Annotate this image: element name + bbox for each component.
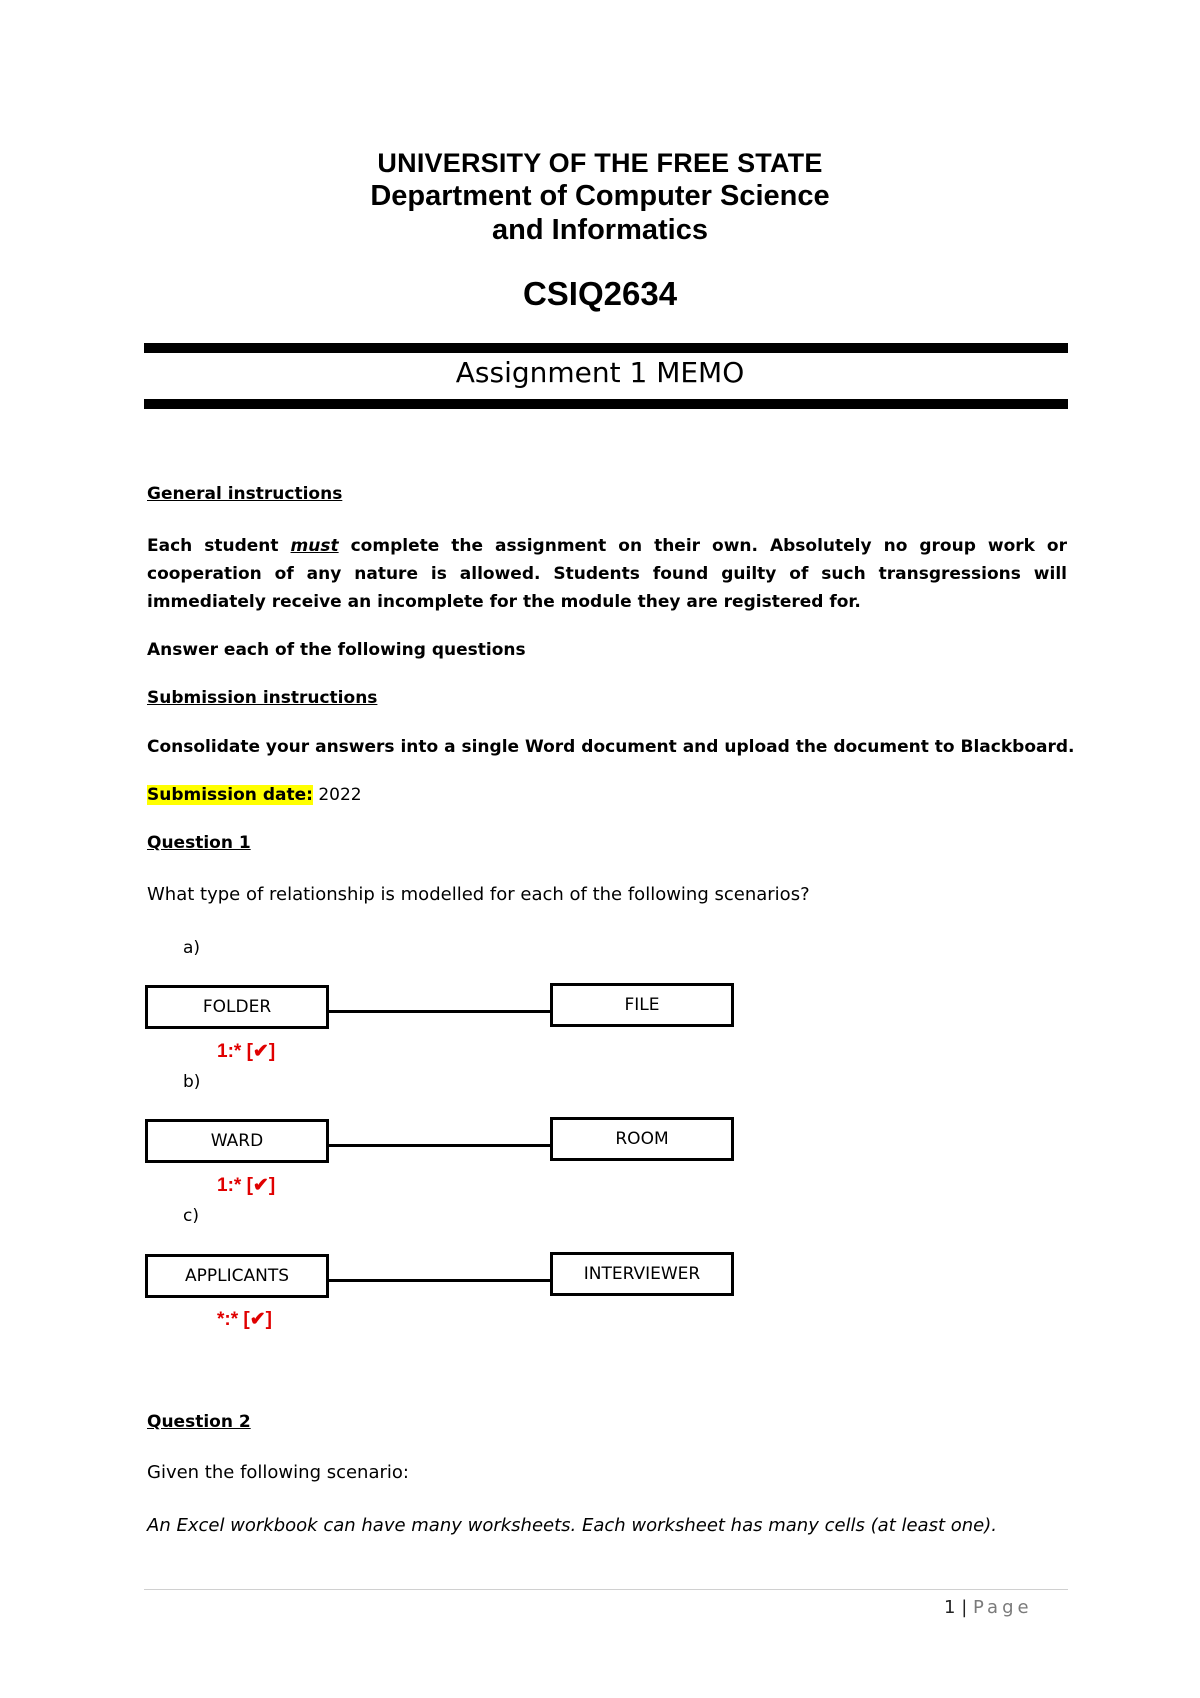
general-instructions-paragraph: Each student must complete the assignment on their own. Absolutely no group work or cooperation of any nature is allowed. Students found guilty of such transgressions will immediately receive an incomplete for the module they are registered for.	[147, 536, 1067, 612]
entity-room-box: ROOM	[550, 1117, 734, 1161]
page-word: Page	[973, 1597, 1033, 1618]
answer-b-cardinality: 1:* [✔]	[217, 1175, 276, 1196]
submission-date-label: Submission date:	[147, 785, 313, 805]
entity-interviewer-box: INTERVIEWER	[550, 1252, 734, 1296]
answer-c-cardinality: *:* [✔]	[217, 1309, 272, 1330]
department-line-2: and Informatics	[492, 214, 708, 246]
footer-rule	[144, 1589, 1068, 1590]
entity-folder-box: FOLDER	[145, 985, 329, 1029]
relationship-line-b	[329, 1144, 551, 1147]
answer-instruction: Answer each of the following questions	[147, 640, 526, 660]
general-instructions-heading: General instructions	[147, 484, 343, 504]
title-rule-bottom	[144, 399, 1068, 409]
question-2-heading: Question 2	[147, 1412, 251, 1432]
emphasis-must: must	[290, 536, 339, 556]
page-number: 1	[944, 1597, 956, 1618]
document-title: Assignment 1 MEMO	[455, 356, 745, 389]
entity-file-box: FILE	[550, 983, 734, 1027]
answer-a-cardinality: 1:* [✔]	[217, 1041, 276, 1062]
university-name: UNIVERSITY OF THE FREE STATE	[377, 148, 823, 178]
course-code: CSIQ2634	[522, 275, 678, 312]
title-rule-top	[144, 343, 1068, 353]
item-a-label: a)	[183, 938, 201, 958]
item-c-label: c)	[183, 1206, 199, 1226]
submission-text: Consolidate your answers into a single Word document and upload the document to Blackboard.	[147, 737, 1075, 757]
question-2-prompt: Given the following scenario:	[147, 1462, 409, 1483]
question-1-heading: Question 1	[147, 833, 251, 853]
page-footer	[944, 1597, 1033, 1618]
relationship-line-c	[329, 1279, 551, 1282]
relationship-line-a	[329, 1010, 551, 1013]
entity-ward-box: WARD	[145, 1119, 329, 1163]
item-b-label: b)	[183, 1072, 201, 1092]
footer-separator: |	[961, 1597, 968, 1618]
submission-instructions-heading: Submission instructions	[147, 688, 378, 708]
question-1-prompt: What type of relationship is modelled for each of the following scenarios?	[147, 884, 810, 905]
entity-applicants-box: APPLICANTS	[145, 1254, 329, 1298]
department-line-1: Department of Computer Science	[370, 180, 830, 212]
submission-date-value: 2022	[312, 785, 362, 805]
submission-date	[147, 785, 362, 805]
question-2-scenario: An Excel workbook can have many worksheets. Each worksheet has many cells (at least one).	[147, 1515, 997, 1536]
